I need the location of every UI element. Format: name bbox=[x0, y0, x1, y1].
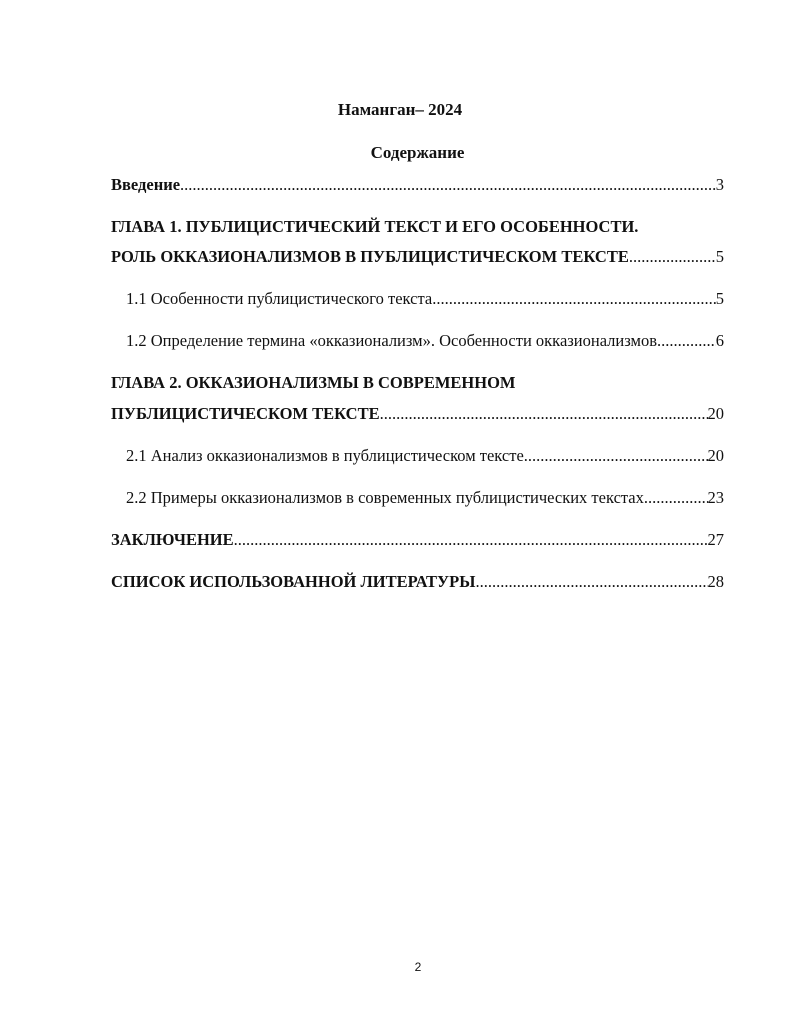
toc-entry-references[interactable] bbox=[111, 571, 724, 593]
toc-entry-section-2-2[interactable] bbox=[126, 487, 724, 509]
dot-leader bbox=[180, 174, 716, 196]
dot-leader bbox=[380, 403, 708, 425]
toc-entry-section-1-1[interactable] bbox=[126, 288, 724, 310]
toc-entry-intro[interactable] bbox=[111, 174, 724, 196]
toc-entry-text: 2.2 Примеры окказионализмов в современных публицистических текстах bbox=[126, 488, 644, 507]
toc-entry-text: СПИСОК ИСПОЛЬЗОВАННОЙ ЛИТЕРАТУРЫ bbox=[111, 572, 476, 591]
toc-entry-section-1-2[interactable] bbox=[126, 330, 724, 352]
dot-leader bbox=[524, 445, 708, 467]
toc-entry-page: 5 bbox=[715, 247, 724, 266]
dot-leader bbox=[657, 330, 716, 352]
toc-entry-chapter2-line1[interactable] bbox=[111, 372, 724, 394]
dot-leader bbox=[629, 246, 716, 268]
city-year-heading: Наманган– 2024 bbox=[337, 100, 463, 119]
toc-entry-text: ЗАКЛЮЧЕНИЕ bbox=[111, 530, 234, 549]
toc-entry-page: 6 bbox=[715, 331, 724, 350]
toc-entry-text: РОЛЬ ОККАЗИОНАЛИЗМОВ В ПУБЛИЦИСТИЧЕСКОМ ТЕКСТЕ bbox=[111, 247, 629, 266]
toc-entry-text: 2.1 Анализ окказионализмов в публицистическом тексте bbox=[126, 446, 524, 465]
toc-entry-chapter1-line1[interactable] bbox=[111, 216, 724, 238]
toc-entry-page: 5 bbox=[715, 289, 724, 308]
toc-entry-page: 3 bbox=[715, 175, 724, 194]
toc-entry-page: 27 bbox=[707, 530, 724, 549]
toc-entry-page: 28 bbox=[707, 572, 724, 591]
dot-leader bbox=[644, 487, 708, 509]
toc-entry-chapter2[interactable] bbox=[111, 403, 724, 425]
toc-entry-section-2-1[interactable] bbox=[126, 445, 724, 467]
toc-entry-page: 23 bbox=[707, 488, 724, 507]
toc-entry-conclusion[interactable] bbox=[111, 529, 724, 551]
toc-entry-page: 20 bbox=[707, 446, 724, 465]
toc-entry-text: Введение bbox=[111, 175, 181, 194]
dot-leader bbox=[432, 288, 716, 310]
toc-entry-text: 1.2 Определение термина «окказионализм». Особенности окказионализмов bbox=[126, 331, 657, 350]
toc-entry-text: ПУБЛИЦИСТИЧЕСКОМ ТЕКСТЕ bbox=[111, 404, 380, 423]
dot-leader bbox=[234, 529, 708, 551]
toc-entry-page: 20 bbox=[707, 404, 724, 423]
page-number: 2 bbox=[414, 960, 422, 974]
toc-entry-chapter1[interactable] bbox=[111, 246, 724, 268]
toc-title: Содержание bbox=[370, 143, 465, 162]
toc-entry-text: 1.1 Особенности публицистического текста bbox=[126, 289, 433, 308]
toc-entry-text: ГЛАВА 1. ПУБЛИЦИСТИЧЕСКИЙ ТЕКСТ И ЕГО ОСОБЕННОСТИ. bbox=[111, 217, 639, 236]
dot-leader bbox=[475, 571, 707, 593]
toc-entry-text: ГЛАВА 2. ОККАЗИОНАЛИЗМЫ В СОВРЕМЕННОМ bbox=[111, 373, 516, 392]
